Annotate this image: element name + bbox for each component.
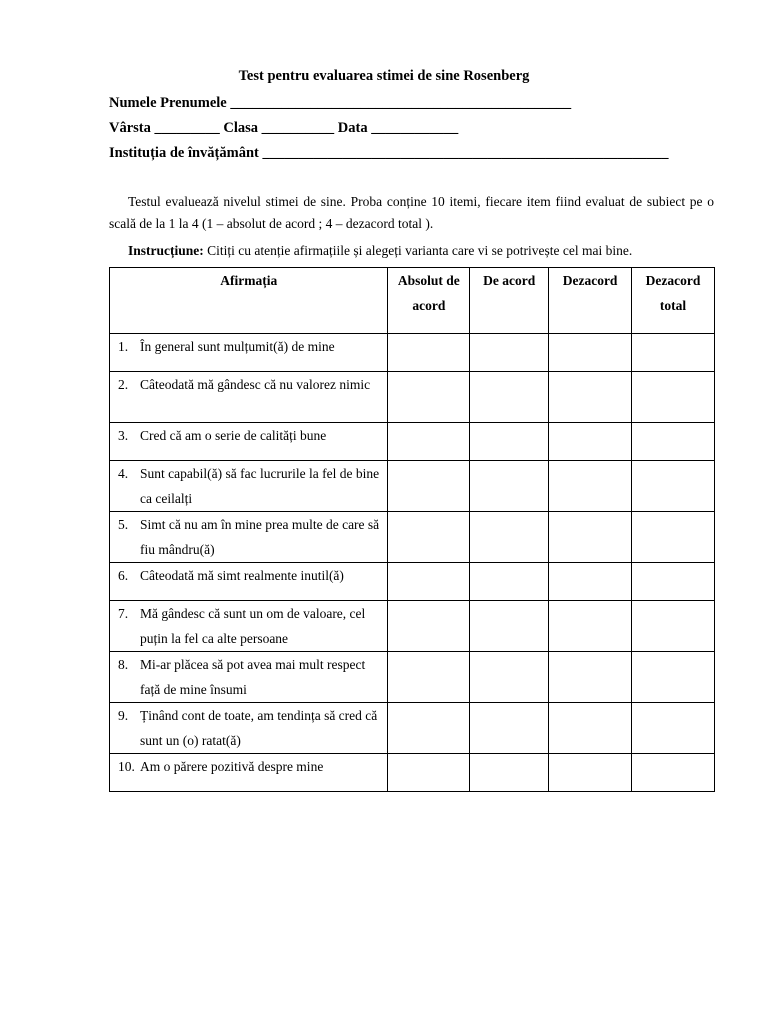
item-text: Câteodată mă gândesc că nu valorez nimic	[140, 377, 371, 392]
answer-cell-strongly-disagree[interactable]	[632, 601, 715, 652]
answer-cell-disagree[interactable]	[549, 512, 632, 563]
table-row	[110, 703, 715, 754]
answer-cell-disagree[interactable]	[549, 423, 632, 461]
answer-cell-strongly-agree[interactable]	[388, 563, 470, 601]
item-number: 4.	[118, 466, 129, 481]
answer-cell-agree[interactable]	[470, 334, 549, 372]
table-row	[110, 423, 715, 461]
intro-text: Testul evaluează nivelul stimei de sine. Proba conține 10 itemi, fiecare item fiind evaluat de subiect pe o scală de la 1 la 4 (1 – absolut de acord ; 4 – dezacord total ).	[109, 194, 714, 231]
answer-cell-disagree[interactable]	[549, 703, 632, 754]
item-text: Mi-ar plăcea să pot avea mai mult respect față de mine însumi	[140, 657, 366, 697]
answer-cell-strongly-disagree[interactable]	[632, 512, 715, 563]
statement-cell	[110, 512, 388, 563]
answer-cell-strongly-disagree[interactable]	[632, 754, 715, 792]
item-text: Am o părere pozitivă despre mine	[140, 759, 324, 774]
answer-cell-agree[interactable]	[470, 372, 549, 423]
header-statement: Afirmația	[110, 268, 388, 334]
header-disagree: Dezacord	[549, 268, 632, 334]
table-row	[110, 652, 715, 703]
table-row	[110, 563, 715, 601]
answer-cell-strongly-agree[interactable]	[388, 703, 470, 754]
table-row	[110, 461, 715, 512]
answer-cell-strongly-disagree[interactable]	[632, 334, 715, 372]
answer-cell-disagree[interactable]	[549, 461, 632, 512]
answer-cell-agree[interactable]	[470, 754, 549, 792]
answer-cell-disagree[interactable]	[549, 601, 632, 652]
statement-cell	[110, 334, 388, 372]
table-row	[110, 372, 715, 423]
answer-cell-strongly-disagree[interactable]	[632, 703, 715, 754]
statement-cell	[110, 461, 388, 512]
item-text: Ținând cont de toate, am tendința să cred că sunt un (o) ratat(ă)	[140, 708, 378, 748]
instruction-text: Citiți cu atenție afirmațiile și alegeți varianta care vi se potrivește cel mai bine.	[203, 243, 633, 258]
item-number: 8.	[118, 657, 129, 672]
answer-cell-agree[interactable]	[470, 512, 549, 563]
answer-cell-strongly-disagree[interactable]	[632, 423, 715, 461]
item-number: 7.	[118, 606, 129, 621]
statement-cell	[110, 754, 388, 792]
answer-cell-disagree[interactable]	[549, 652, 632, 703]
answer-cell-strongly-agree[interactable]	[388, 512, 470, 563]
answer-cell-strongly-disagree[interactable]	[632, 652, 715, 703]
table-row	[110, 512, 715, 563]
item-number: 1.	[118, 339, 129, 354]
rosenberg-table	[109, 267, 715, 792]
item-text: Câteodată mă simt realmente inutil(ă)	[140, 568, 344, 583]
statement-cell	[110, 601, 388, 652]
statement-cell	[110, 372, 388, 423]
intro-paragraph	[109, 191, 714, 235]
answer-cell-agree[interactable]	[470, 461, 549, 512]
answer-cell-strongly-agree[interactable]	[388, 372, 470, 423]
item-number: 9.	[118, 708, 129, 723]
table-header-row	[110, 268, 715, 334]
answer-cell-agree[interactable]	[470, 601, 549, 652]
answer-cell-disagree[interactable]	[549, 334, 632, 372]
statement-cell	[110, 563, 388, 601]
instruction-label: Instrucțiune:	[128, 243, 204, 258]
table-row	[110, 601, 715, 652]
statement-cell	[110, 652, 388, 703]
answer-cell-agree[interactable]	[470, 703, 549, 754]
answer-cell-strongly-agree[interactable]	[388, 652, 470, 703]
statement-cell	[110, 703, 388, 754]
institution-field: Instituția de învățământ ________________________________________________________	[109, 145, 669, 161]
item-number: 5.	[118, 517, 129, 532]
name-field: Numele Prenumele _______________________________________________	[109, 95, 572, 111]
item-text: Cred că am o serie de calități bune	[140, 428, 327, 443]
statement-cell	[110, 423, 388, 461]
answer-cell-agree[interactable]	[470, 423, 549, 461]
item-text: Simt că nu am în mine prea multe de care să fiu mândru(ă)	[140, 517, 380, 557]
answer-cell-strongly-agree[interactable]	[388, 423, 470, 461]
item-number: 3.	[118, 428, 129, 443]
answer-cell-strongly-agree[interactable]	[388, 334, 470, 372]
item-text: Sunt capabil(ă) să fac lucrurile la fel de bine ca ceilalți	[140, 466, 380, 506]
answer-cell-agree[interactable]	[470, 652, 549, 703]
answer-cell-strongly-agree[interactable]	[388, 601, 470, 652]
age-class-date-field: Vârsta _________ Clasa __________ Data ____________	[109, 120, 459, 136]
table-row	[110, 334, 715, 372]
header-strongly-agree: Absolut de acord	[388, 268, 470, 334]
document-title: Test pentru evaluarea stimei de sine Rosenberg	[238, 68, 530, 84]
item-number: 2.	[118, 377, 129, 392]
answer-cell-agree[interactable]	[470, 563, 549, 601]
item-text: În general sunt mulțumit(ă) de mine	[140, 339, 335, 354]
answer-cell-strongly-disagree[interactable]	[632, 372, 715, 423]
answer-cell-strongly-agree[interactable]	[388, 461, 470, 512]
item-number: 6.	[118, 568, 129, 583]
table-row	[110, 754, 715, 792]
answer-cell-disagree[interactable]	[549, 372, 632, 423]
header-agree: De acord	[470, 268, 549, 334]
item-text: Mă gândesc că sunt un om de valoare, cel puțin la fel ca alte persoane	[140, 606, 366, 646]
answer-cell-strongly-disagree[interactable]	[632, 563, 715, 601]
header-strongly-disagree: Dezacord total	[632, 268, 715, 334]
item-number: 10.	[118, 759, 135, 774]
answer-cell-disagree[interactable]	[549, 563, 632, 601]
answer-cell-strongly-agree[interactable]	[388, 754, 470, 792]
instruction	[128, 243, 632, 259]
answer-cell-disagree[interactable]	[549, 754, 632, 792]
answer-cell-strongly-disagree[interactable]	[632, 461, 715, 512]
